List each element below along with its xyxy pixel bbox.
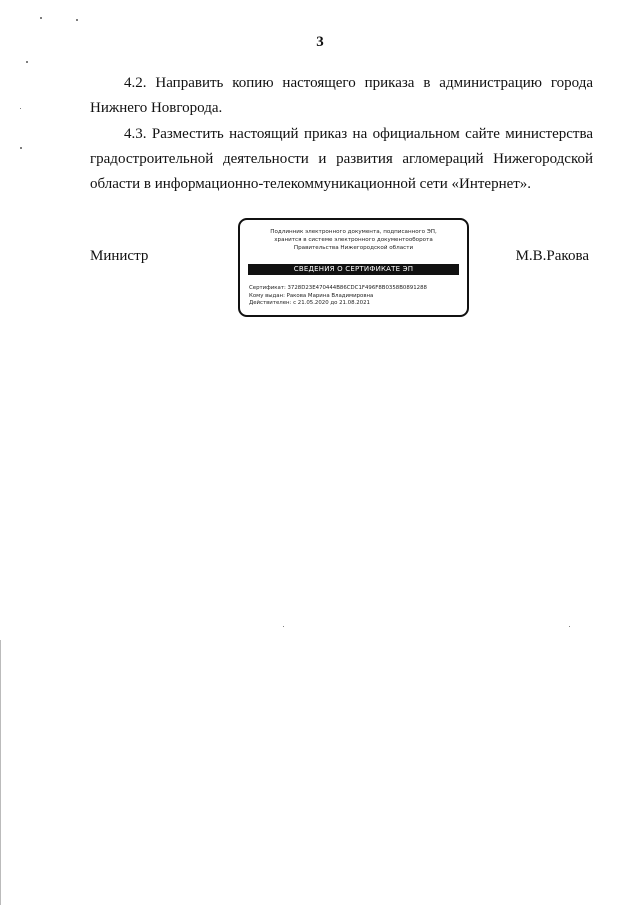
stamp-valid-value: с 21.05.2020 до 21.08.2021 — [293, 300, 370, 307]
paragraph-4-2-line1: 4.2. Направить копию настоящего приказа в администрацию города — [124, 75, 593, 91]
paragraph-4-3-rest: области в информационно-телекоммуникационной сети «Интернет». — [90, 176, 532, 192]
scan-speck — [20, 147, 22, 149]
scan-speck — [40, 17, 42, 19]
signature-name: М.В.Ракова — [515, 248, 589, 264]
stamp-issued-to-label: Кому выдан: — [249, 292, 285, 299]
scan-speck — [20, 108, 21, 109]
stamp-issued-to-value: Ракова Марина Владимировна — [286, 292, 374, 299]
scan-speck — [283, 626, 284, 627]
scan-speck — [76, 19, 78, 21]
paragraph-4-3-line2: градостроительной деятельности и развития агломераций Нижегородской — [90, 151, 593, 167]
stamp-certificate-label: Сертификат: — [249, 285, 286, 291]
paragraph-4-2-rest: Нижнего Новгорода. — [90, 100, 223, 116]
e-signature-stamp — [238, 218, 469, 317]
stamp-header-line-3: Правительства Нижегородской области — [293, 245, 414, 251]
stamp-header-line-2: хранится в системе электронного документооборота — [274, 237, 433, 243]
paragraph-4-2 — [90, 71, 593, 121]
stamp-header-line-1: Подлинник электронного документа, подписанного ЭП, — [270, 229, 437, 235]
scan-margin-line — [0, 640, 1, 905]
stamp-band: СВЕДЕНИЯ О СЕРТИФИКАТЕ ЭП — [248, 264, 459, 275]
paragraph-4-3 — [90, 122, 593, 197]
signature-position: Министр — [90, 248, 149, 264]
stamp-certificate-value: 3728D23E470444B86CDC1F496F8B0358B0891288 — [287, 285, 427, 291]
stamp-valid-row — [249, 300, 461, 308]
stamp-valid-label: Действителен: — [249, 300, 292, 307]
stamp-header — [240, 228, 467, 252]
scan-speck — [26, 61, 28, 63]
paragraph-4-3-line1: 4.3. Разместить настоящий приказ на официальном сайте министерства — [124, 126, 593, 142]
page-number: 3 — [316, 34, 324, 50]
scan-speck — [569, 626, 570, 627]
stamp-certificate-row — [249, 285, 461, 293]
stamp-details — [249, 285, 461, 308]
